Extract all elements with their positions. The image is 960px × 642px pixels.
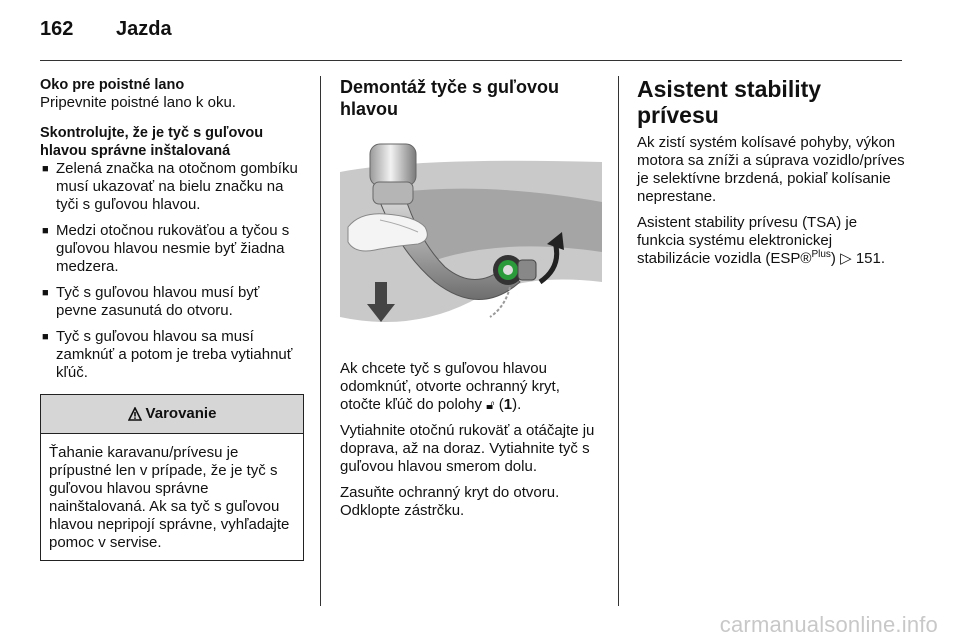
header-divider (40, 60, 902, 61)
safety-cable-heading: Oko pre poistné lano (40, 77, 185, 93)
list-item: ■ Tyč s guľovou hlavou sa musí zamknúť a potom je treba vytiahnuť kľúč. (42, 328, 293, 381)
page-reference-arrow-icon: ▷ (840, 250, 852, 267)
tow-bar-removal-illustration (340, 132, 602, 342)
bullet-square-icon: ■ (42, 331, 49, 343)
bullet-square-icon: ■ (42, 163, 49, 175)
installation-check-section (40, 124, 304, 382)
trailer-stability-text-2: Asistent stability prívesu (TSA) je funkcia systému elektronickej stabilizácie vozidla (ESP®$^{Plus}$) ▷ 151. (637, 214, 886, 267)
column-right (637, 76, 907, 276)
warning-box (40, 394, 304, 561)
trailer-stability-heading: Asistent stability prívesu (637, 76, 822, 128)
list-item: ■ Tyč s guľovou hlavou musí byť pevne zasunutá do otvoru. (42, 284, 260, 319)
page-number: 162 (40, 18, 74, 40)
unlocked-padlock-icon: 🔓︎ (486, 397, 495, 412)
column-middle (340, 76, 602, 528)
unlock-instruction: Ak chcete tyč s guľovou hlavou odomknúť, otvorte ochranný kryt, otočte kľúč do polohy 🔓︎ (1). (340, 360, 560, 413)
watermark: carmanualsonline.info (719, 612, 938, 637)
list-item: ■ Zelená značka na otočnom gombíku musí ukazovať na bielu značku na tyči s guľovou hlavou. (42, 160, 298, 213)
column-left (40, 76, 304, 561)
warning-text: Ťahanie karavanu/prívesu je prípustné len v prípade, že je tyč s guľovou hlavou správne nainštalovaná. Ak sa tyč s guľovou hlavou nepripojí správne, vyhľadajte pomoc v servise. (49, 444, 290, 551)
warning-triangle-icon (128, 407, 142, 421)
safety-cable-text: Pripevnite poistné lano k oku. (40, 94, 236, 111)
column-divider-1 (320, 76, 321, 606)
page-reference: 151. (855, 250, 886, 267)
position-number: 1 (503, 396, 513, 413)
section-title: Jazda (116, 18, 172, 40)
warning-header (41, 395, 303, 434)
safety-cable-section (40, 76, 304, 112)
pull-handle-instruction: Vytiahnite otočnú rukoväť a otáčajte ju doprava, až na doraz. Vytiahnite tyč s guľovou hlavou smerom dolu. (340, 422, 595, 475)
list-item: ■ Medzi otočnou rukoväťou a tyčou s guľovou hlavou nesmie byť žiadna medzera. (42, 222, 290, 275)
removal-heading: Demontáž tyče s guľovou hlavou (340, 77, 559, 119)
insert-cover-instruction: Zasuňte ochranný kryt do otvoru. Odklopte zástrčku. (340, 484, 560, 519)
installation-check-list (40, 160, 304, 382)
bullet-square-icon: ■ (42, 225, 49, 237)
column-divider-2 (618, 76, 619, 606)
installation-check-heading: Skontrolujte, že je tyč s guľovou hlavou správne inštalovaná (40, 125, 264, 159)
bullet-square-icon: ■ (42, 287, 49, 299)
trailer-stability-text-1: Ak zistí systém kolísavé pohyby, výkon motora sa zníži a súprava vozidlo/príves je selektívne brzdená, pokiaľ kolísanie neprestane. (637, 134, 905, 205)
warning-title: Varovanie (145, 405, 217, 422)
